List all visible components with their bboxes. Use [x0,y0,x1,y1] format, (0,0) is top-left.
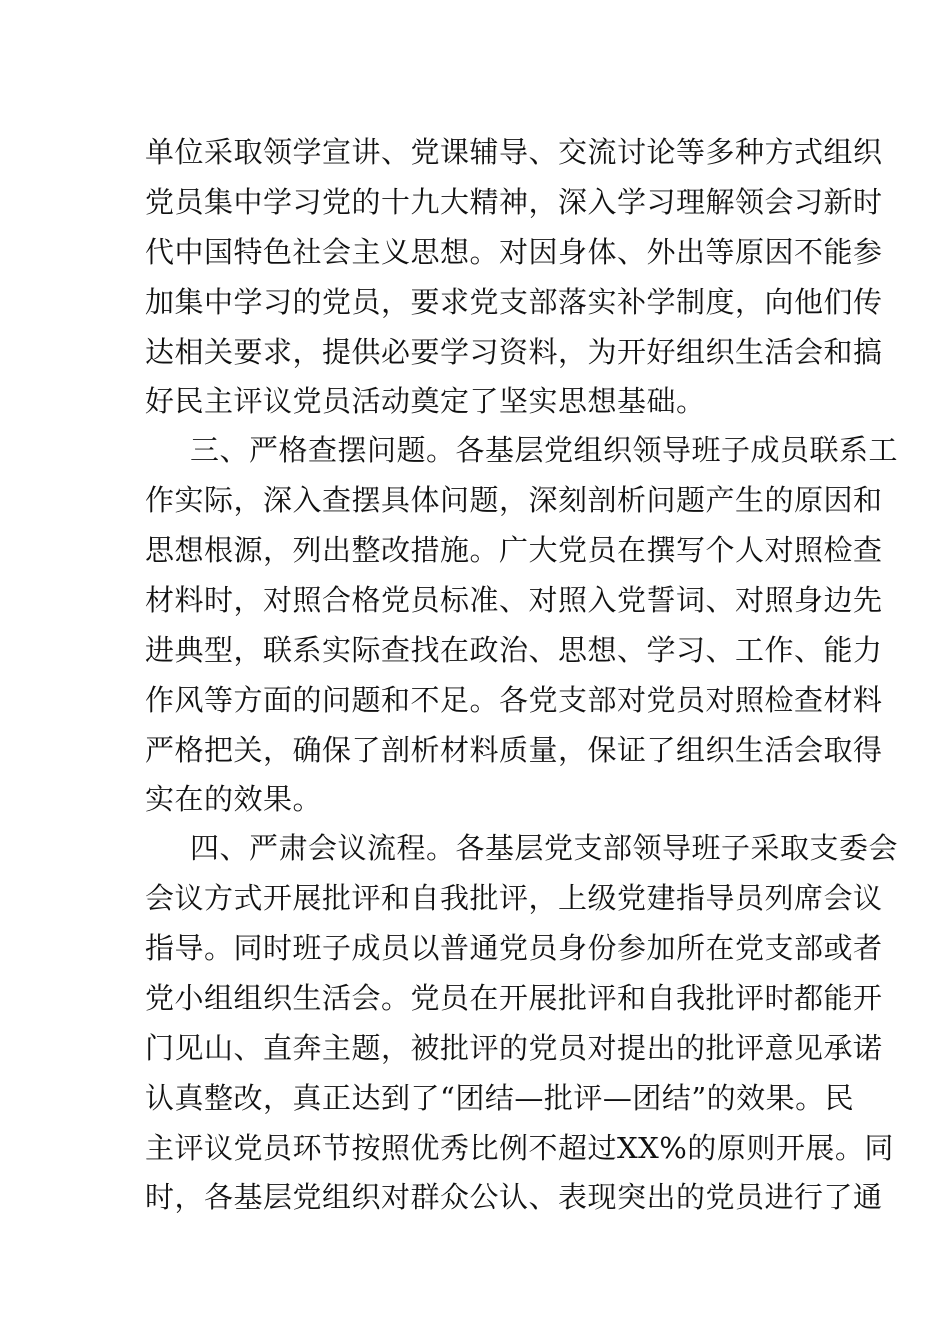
text-line: 代中国特色社会主义思想。对因身体、外出等原因不能参 [145,235,883,269]
text-line: 指导。同时班子成员以普通党员身份参加所在党支部或者 [145,931,883,965]
text-line: 单位采取领学宣讲、党课辅导、交流讨论等多种方式组织 [145,135,883,169]
text-line: 材料时，对照合格党员标准、对照入党誓词、对照身边先 [145,583,883,617]
section-four-heading-line: 四、严肃会议流程。各基层党支部领导班子采取支委会 [190,831,899,865]
text-line: 加集中学习的党员，要求党支部落实补学制度，向他们传 [145,285,883,319]
text-line: 实在的效果。 [145,782,323,816]
text-line: 党小组组织生活会。党员在开展批评和自我批评时都能开 [145,981,883,1015]
text-line: 严格把关，确保了剖析材料质量，保证了组织生活会取得 [145,733,883,767]
text-line: 达相关要求，提供必要学习资料，为开好组织生活会和搞 [145,335,883,369]
text-line: 好民主评议党员活动奠定了坚实思想基础。 [145,384,706,418]
text-line: 作实际，深入查摆具体问题，深刻剖析问题产生的原因和 [145,483,883,517]
text-line: 主评议党员环节按照优秀比例不超过XX%的原则开展。同 [145,1131,894,1165]
text-line: 进典型，联系实际查找在政治、思想、学习、工作、能力 [145,633,883,667]
section-three-heading-line: 三、严格查摆问题。各基层党组织领导班子成员联系工 [190,433,899,467]
text-line: 思想根源，列出整改措施。广大党员在撰写个人对照检查 [145,533,883,567]
text-line: 作风等方面的问题和不足。各党支部对党员对照检查材料 [145,683,883,717]
text-line: 党员集中学习党的十九大精神，深入学习理解领会习新时 [145,185,883,219]
text-line: 认真整改，真正达到了“团结—批评—团结”的效果。民 [145,1081,855,1115]
text-line: 时，各基层党组织对群众公认、表现突出的党员进行了通 [145,1180,883,1214]
text-line: 会议方式开展批评和自我批评，上级党建指导员列席会议 [145,881,883,915]
text-line: 门见山、直奔主题，被批评的党员对提出的批评意见承诺 [145,1031,883,1065]
